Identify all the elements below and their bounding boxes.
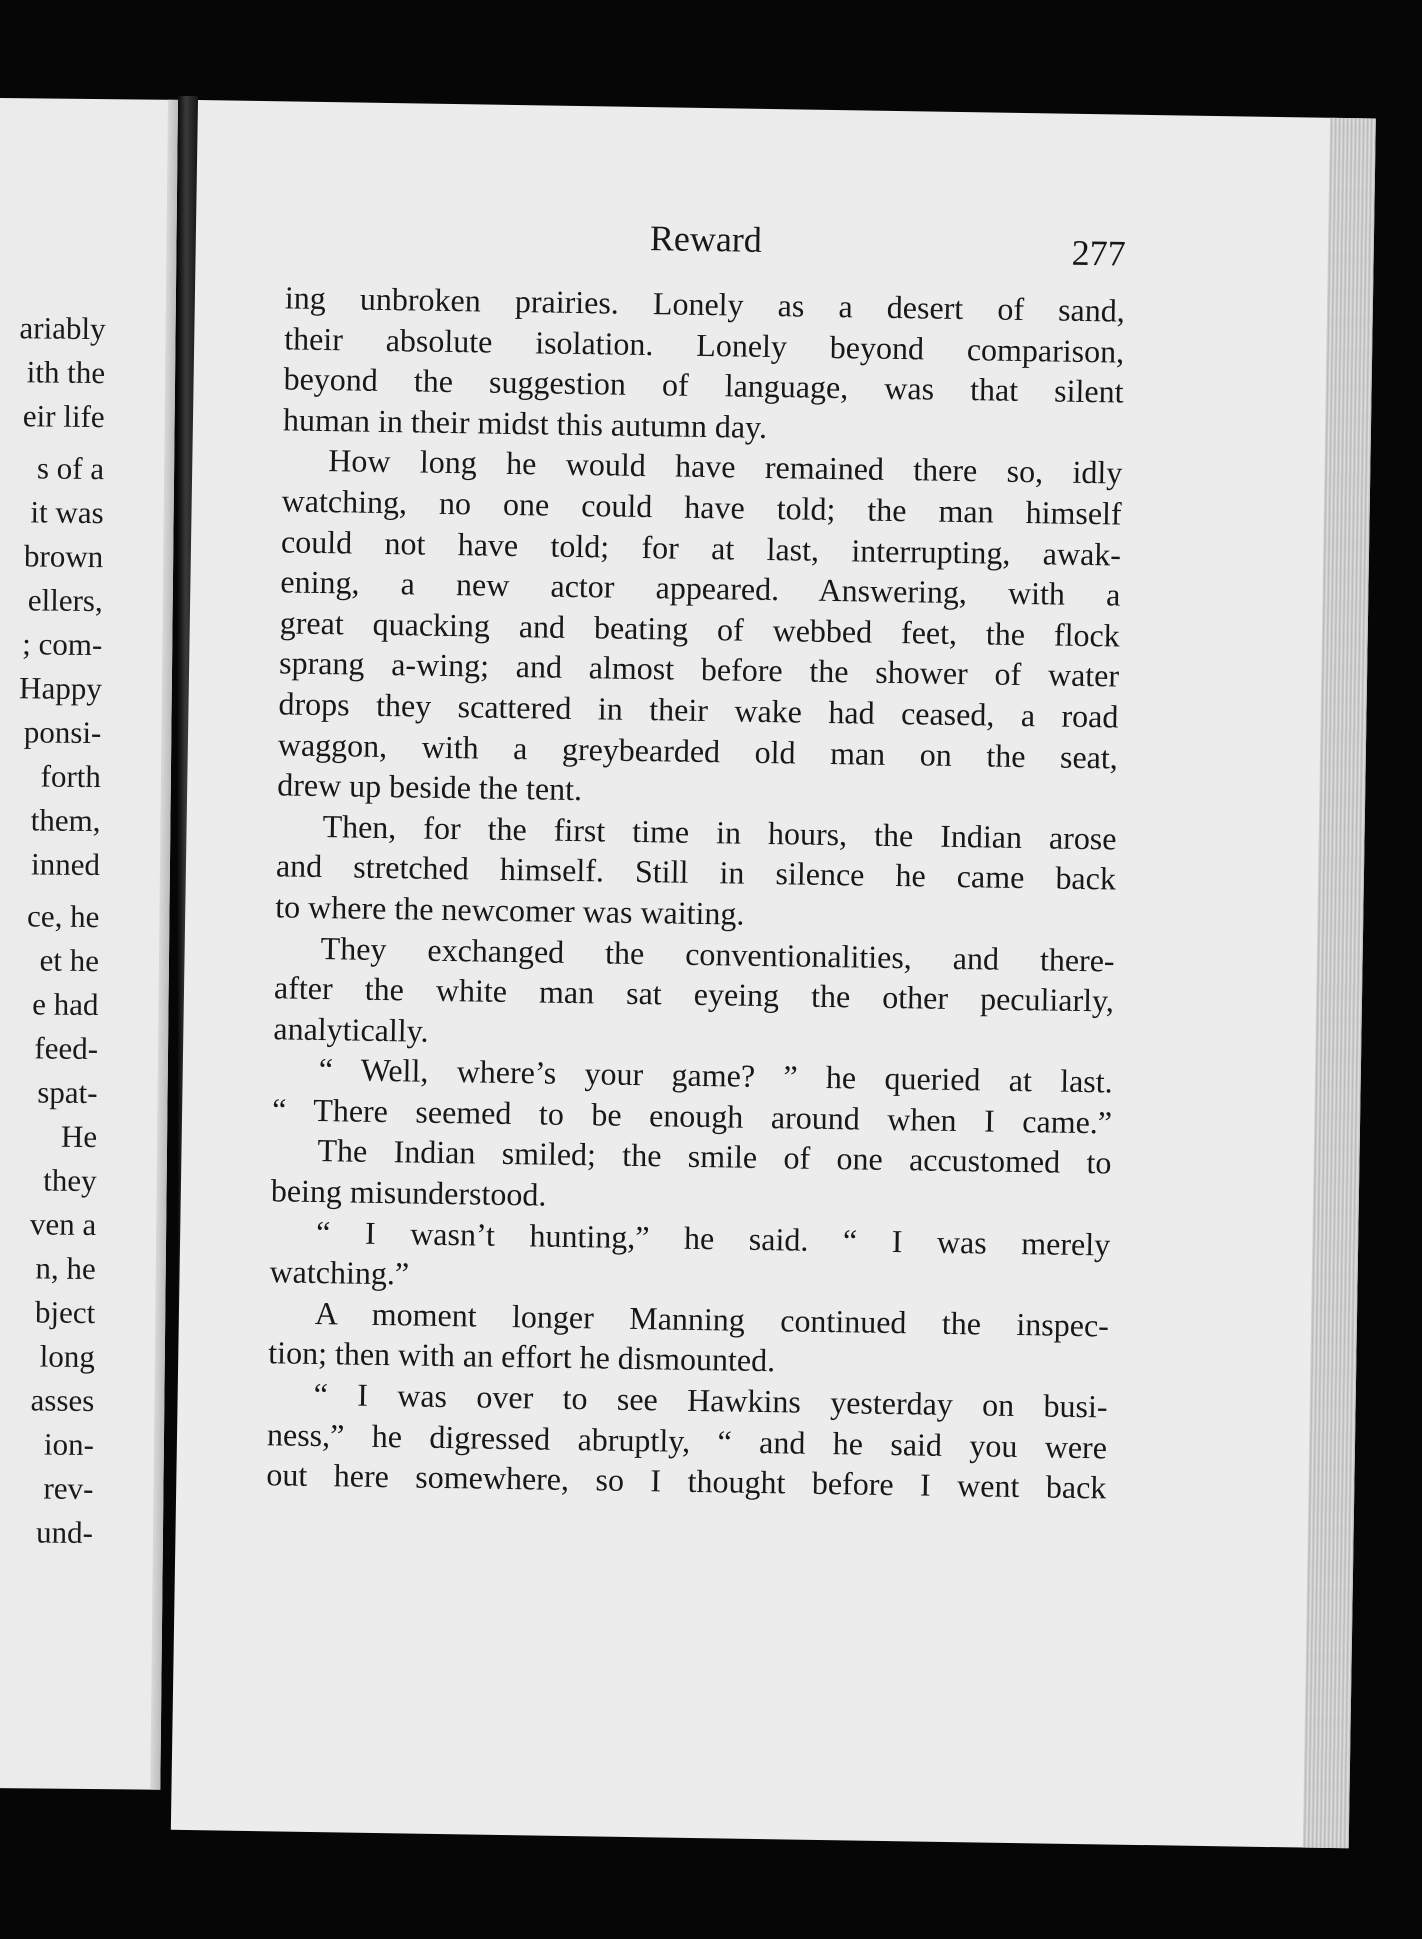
previous-page-line: rev- (43, 1470, 94, 1507)
previous-page-line: forth (40, 758, 102, 795)
text-line: being misunderstood. (270, 1172, 547, 1213)
text-line: drops they scattered in their wake had ceased, a road (278, 685, 1119, 735)
text-line: “ There seemed to be enough around when I came.” (271, 1091, 1113, 1141)
text-line: ness,” he digressed abruptly, “ and he said you were (266, 1415, 1108, 1466)
previous-page-line: bject (34, 1294, 96, 1331)
text-line: analytically. (273, 1009, 429, 1049)
previous-page-line: eir life (22, 398, 105, 435)
previous-page-line: ariably (19, 310, 106, 347)
previous-page-line: et he (39, 942, 100, 979)
text-line: out here somewhere, so I thought before I went back (266, 1456, 1107, 1506)
text-line: They exchanged the conventionalities, and there- (320, 929, 1115, 979)
previous-page-line: ven a (29, 1206, 97, 1243)
page-text-block (266, 211, 1126, 1508)
text-line: could not have told; for at last, interrupting, awak- (280, 522, 1122, 573)
previous-page-line: Happy (18, 670, 103, 707)
previous-page-line: He (60, 1118, 98, 1155)
text-line: Then, for the first time in hours, the Indian arose (322, 807, 1117, 857)
text-line: human in their midst this autumn day. (282, 401, 768, 445)
previous-page-line: them, (30, 802, 101, 839)
previous-page-line: spat- (37, 1074, 98, 1111)
text-line: “ I wasn’t hunting,” he said. “ I was merely (315, 1213, 1111, 1263)
text-line: drew up beside the tent. (276, 766, 583, 808)
previous-page-line: it was (30, 494, 104, 531)
previous-page-line: inned (30, 846, 101, 883)
text-line: great quacking and beating of webbed feet, the flock (279, 604, 1120, 654)
text-line: waggon, with a greybearded old man on the seat, (277, 725, 1119, 776)
text-line: “ Well, where’s your game? ” he queried at last. (318, 1051, 1113, 1100)
current-page (171, 100, 1376, 1848)
previous-page-line: ion- (43, 1426, 95, 1463)
body-text (266, 277, 1125, 1508)
text-line: after the white man sat eyeing the other peculiarly, (273, 969, 1115, 1019)
text-line: ing unbroken prairies. Lonely as a desert of sand, (284, 279, 1126, 329)
text-line: “ I was over to see Hawkins yesterday on busi- (313, 1376, 1108, 1425)
page-number: 277 (1071, 232, 1127, 274)
previous-page-line: feed- (34, 1030, 99, 1067)
previous-page-line: ce, he (26, 898, 100, 935)
previous-page-line: ith the (26, 354, 106, 391)
text-line: their absolute isolation. Lonely beyond comparison, (283, 319, 1125, 370)
running-head-title: Reward (649, 218, 763, 260)
previous-page-line: n, he (35, 1250, 96, 1287)
previous-page-text (0, 306, 106, 1555)
text-line: ening, a new actor appeared. Answering, with a (280, 563, 1121, 613)
previous-page-line: they (43, 1162, 97, 1199)
previous-page-line: und- (35, 1514, 94, 1551)
previous-page (0, 98, 178, 1790)
text-line: beyond the suggestion of language, was that silent (283, 360, 1124, 410)
text-line: watching.” (269, 1253, 410, 1292)
running-head (285, 211, 1126, 276)
text-line: The Indian smiled; the smile of one accustomed to (317, 1132, 1112, 1181)
text-line: to where the newcomer was waiting. (275, 888, 745, 932)
previous-page-line: ponsi- (23, 714, 102, 751)
previous-page-line: brown (23, 538, 104, 575)
previous-page-line: asses (30, 1382, 95, 1419)
text-line: tion; then with an effort he dismounted. (268, 1334, 776, 1379)
text-line: A moment longer Manning continued the inspec- (314, 1294, 1110, 1344)
text-line: sprang a-wing; and almost before the shower of water (278, 644, 1120, 694)
previous-page-line: ; com- (22, 626, 103, 663)
previous-page-line: long (39, 1338, 96, 1375)
previous-page-line: s of a (36, 450, 105, 487)
text-line: and stretched himself. Still in silence he came back (275, 847, 1117, 897)
page-edges (1303, 118, 1376, 1849)
previous-page-line: ellers, (27, 582, 103, 619)
text-line: How long he would have remained there so, idly (328, 442, 1123, 491)
previous-page-line: e had (32, 986, 99, 1023)
text-line: watching, no one could have told; the man himself (281, 482, 1122, 532)
